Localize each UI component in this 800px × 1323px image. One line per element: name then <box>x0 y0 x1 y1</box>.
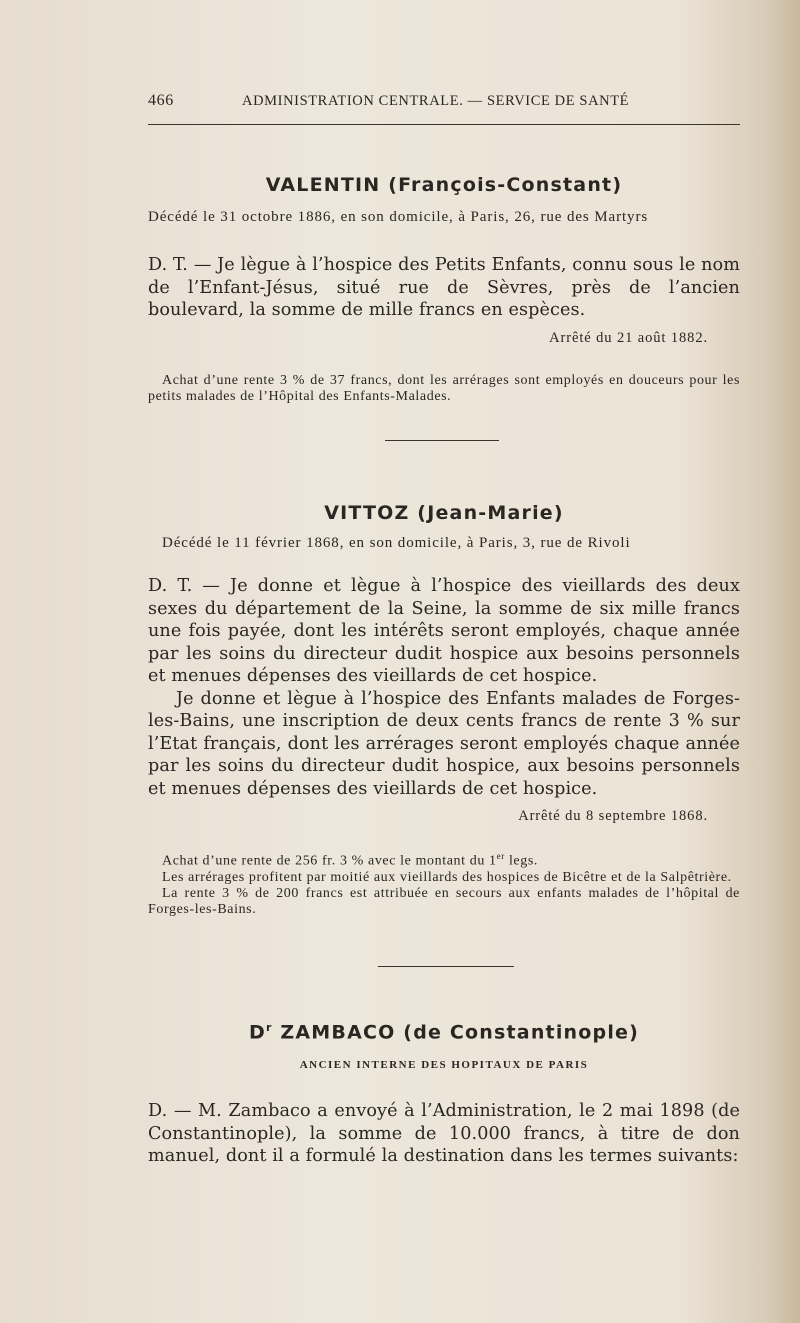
entry-name-text: ZAMBACO (de Constantinople) <box>280 1021 640 1044</box>
running-title: ADMINISTRATION CENTRALE. — SERVICE DE SANTÉ <box>242 93 630 109</box>
deceased-line-valentin: Décédé le 31 octobre 1886, en son domicile, à Paris, 26, rue des Martyrs <box>148 209 649 225</box>
note-vittoz <box>148 848 740 918</box>
will-text-valentin <box>148 254 740 322</box>
arrete-valentin: Arrêté du 21 août 1882. <box>549 330 708 346</box>
title-prefix-sup: r <box>265 1021 273 1034</box>
note-paragraph: Les arrérages profitent par moitié aux vieillards des hospices de Bicêtre et de la Salpêtrière. <box>162 869 732 885</box>
section-separator <box>378 966 514 967</box>
page-header <box>148 92 738 114</box>
will-text-zambaco <box>148 1100 740 1168</box>
entry-name-vittoz: VITTOZ (Jean-Marie) <box>324 502 564 524</box>
note-paragraph: La rente 3 % de 200 francs est attribuée en secours aux enfants malades de l’hôpital de Forges-les-Bains. <box>148 885 740 917</box>
note-valentin <box>148 373 740 405</box>
entry-name-valentin: VALENTIN (François-Constant) <box>265 174 623 196</box>
title-prefix: D <box>248 1021 266 1044</box>
will-paragraph: D. T. — Je donne et lègue à l’hospice des vieillards des deux sexes du département de la Seine, la somme de six mille francs une fois payée, dont les intérêts seront employés, chaque année par les soins du directeur dudit hospice aux besoins personnels et menues dépenses des vieillards de cet hospice. <box>148 576 740 686</box>
note-paragraph: Achat d’une rente de 256 fr. 3 % avec le montant du 1er legs. <box>162 851 538 869</box>
section-separator <box>385 440 499 441</box>
page-number: 466 <box>148 92 174 109</box>
header-rule <box>148 124 740 125</box>
will-paragraph: D. T. — Je lègue à l’hospice des Petits Enfants, connu sous le nom de l’Enfant-Jésus, situé rue de Sèvres, près de l’ancien boulevard, la somme de mille francs en espèces. <box>148 255 740 320</box>
will-text-vittoz <box>148 575 740 800</box>
arrete-vittoz: Arrêté du 8 septembre 1868. <box>518 808 708 824</box>
will-paragraph: D. — M. Zambaco a envoyé à l’Administration, le 2 mai 1898 (de Constantinople), la somme de 10.000 francs, à titre de don manuel, dont il a formulé la destination dans les termes suivants: <box>148 1101 740 1166</box>
will-paragraph: Je donne et lègue à l’hospice des Enfants malades de Forges-les-Bains, une inscription de deux cents francs de rente 3 % sur l’Etat français, dont les arrérages seront employés chaque année par les soins du directeur dudit hospice, aux besoins personnels et menues dépenses des vieillards de cet hospice. <box>148 688 740 799</box>
entry-name-zambaco <box>148 1021 740 1043</box>
note-paragraph: Achat d’une rente 3 % de 37 francs, dont les arrérages sont employés en douceurs pour les petits malades de l’Hôpital des Enfants-Malades. <box>148 373 740 404</box>
deceased-line-vittoz: Décédé le 11 février 1868, en son domicile, à Paris, 3, rue de Rivoli <box>162 535 631 551</box>
entry-subtitle-zambaco: ANCIEN INTERNE DES HOPITAUX DE PARIS <box>299 1059 589 1071</box>
